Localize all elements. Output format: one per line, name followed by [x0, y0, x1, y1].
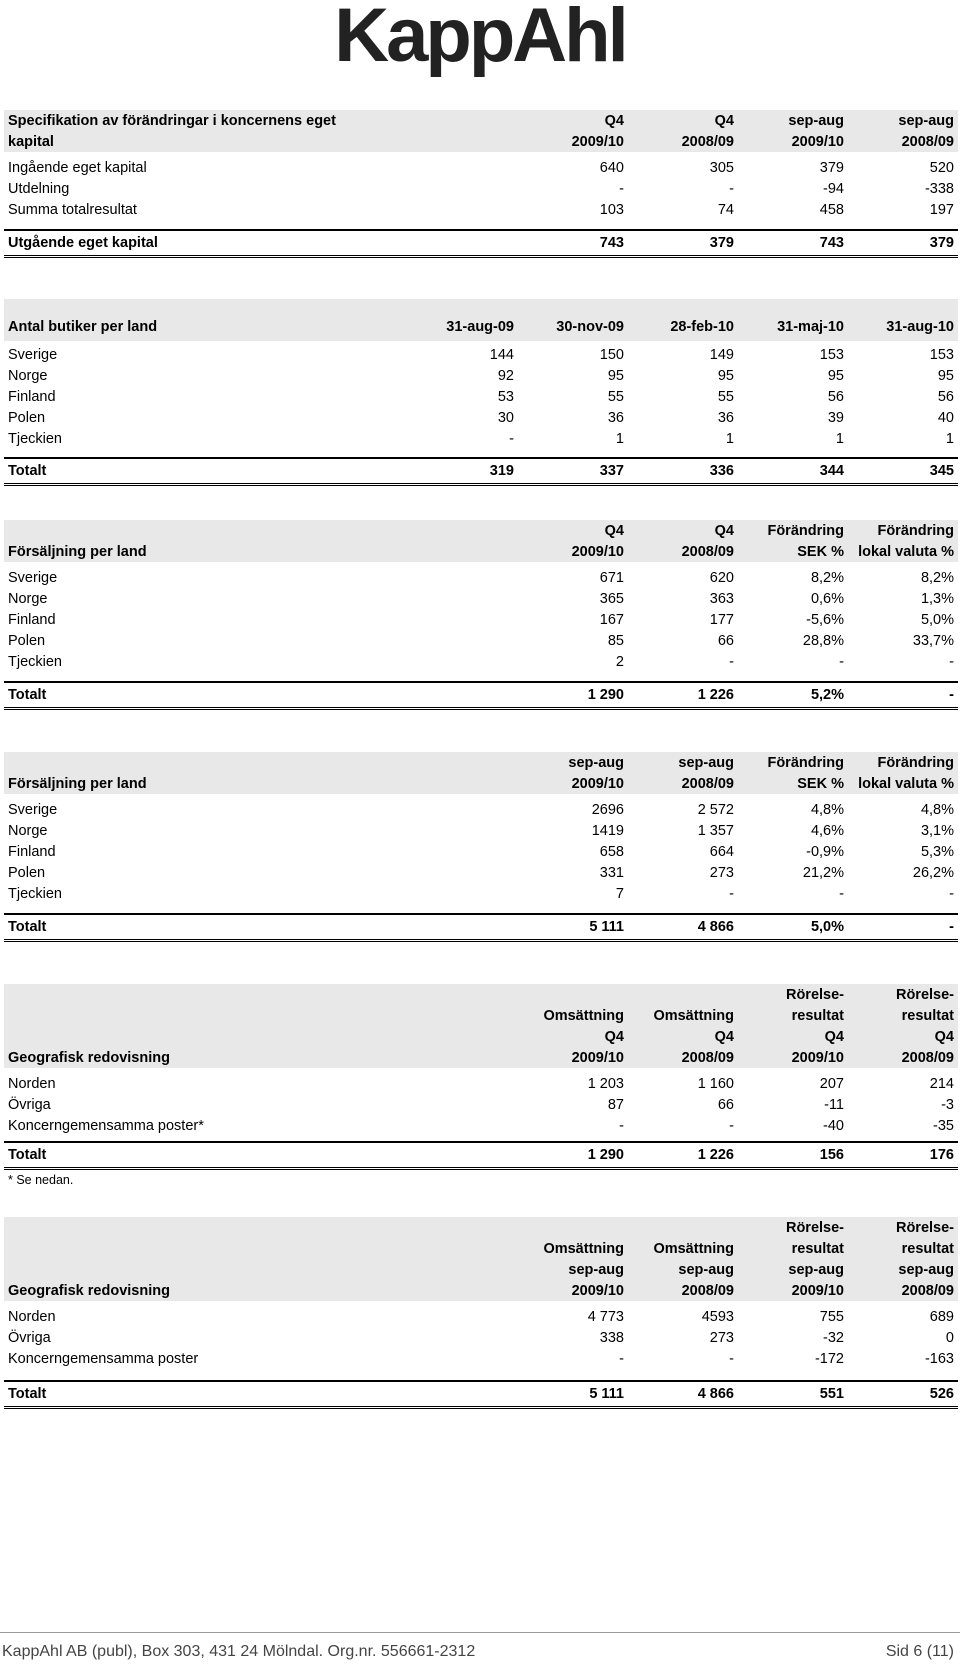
table-header: Rörelse- Rörelse- Omsättning Omsättning resultat resultat sep-aug sep-aug sep-aug sep-aug Geografisk redovisning 2009/10 2008/09 2009/10 2008/09 [4, 1217, 958, 1301]
table-header: Antal butiker per land 31-aug-09 30-nov-09 28-feb-10 31-maj-10 31-aug-10 [4, 299, 958, 341]
header-cell: 2008/09 [628, 131, 738, 152]
total-row: Totalt 1 290 1 226 5,2% - [4, 682, 958, 709]
total-row: Totalt 319 337 336 344 345 [4, 458, 958, 485]
table-row: Tjeckien - 1 1 1 1 [8, 431, 954, 447]
table-header [4, 110, 958, 152]
header-cell: Q4 [518, 110, 628, 131]
equity-changes-table [4, 110, 958, 258]
company-info: KappAhl AB (publ), Box 303, 431 24 Mölndal. Org.nr. 556661-2312 [2, 1643, 476, 1660]
table-header: Rörelse- Rörelse- Omsättning Omsättning resultat resultat Q4 Q4 Q4 Q4 Geografisk redovisning 2009/10 2008/09 2009/10 2008/09 [4, 984, 958, 1068]
stores-per-country-table [4, 299, 958, 486]
header-cell: 2009/10 [518, 131, 628, 152]
table-row: Tjeckien 7 - - - [8, 886, 954, 902]
page-number: Sid 6 (11) [885, 1643, 954, 1660]
header-cell: kapital [4, 131, 518, 152]
header-cell: Specifikation av förändringar i koncernens eget [4, 110, 518, 131]
table-row: Summa totalresultat 103 74 458 197 [8, 202, 954, 218]
footnote: * Se nedan. [4, 1169, 958, 1192]
table-row: Sverige 671 620 8,2% 8,2% [8, 570, 954, 586]
table-row: Sverige 144 150 149 153 153 [8, 347, 954, 363]
sales-ytd-table [4, 752, 958, 942]
table-row: Övriga 87 66 -11 -3 [8, 1097, 954, 1113]
table-row: Finland 167 177 -5,6% 5,0% [8, 612, 954, 628]
table-row: Övriga 338 273 -32 0 [8, 1330, 954, 1346]
table-row: Norge 92 95 95 95 95 [8, 368, 954, 384]
table-row: Koncerngemensamma poster* - - -40 -35 [8, 1118, 954, 1134]
table-row: Tjeckien 2 - - - [8, 654, 954, 670]
table-row: Finland 658 664 -0,9% 5,3% [8, 844, 954, 860]
total-row: Totalt 5 111 4 866 551 526 [4, 1381, 958, 1408]
table-row: Norge 1419 1 357 4,6% 3,1% [8, 823, 954, 839]
geo-q4-table [4, 984, 958, 1191]
table-header: sep-aug sep-aug Förändring Förändring Försäljning per land 2009/10 2008/09 SEK % lokal valuta % [4, 752, 958, 794]
total-row: Utgående eget kapital 743 379 743 379 [4, 230, 958, 257]
table-row: Norden 4 773 4593 755 689 [8, 1309, 954, 1325]
total-row: Totalt 1 290 1 226 156 176 [4, 1142, 958, 1169]
table-row: Norden 1 203 1 160 207 214 [8, 1076, 954, 1092]
table-row: Utdelning - - -94 -338 [8, 181, 954, 197]
table-row: Koncerngemensamma poster - - -172 -163 [8, 1351, 954, 1367]
header-cell: 2009/10 [738, 131, 848, 152]
table-row: Polen 30 36 36 39 40 [8, 410, 954, 426]
footer-divider [0, 1632, 960, 1633]
header-cell: sep-aug [738, 110, 848, 131]
sales-q4-table [4, 520, 958, 710]
table-header: Q4 Q4 Förändring Förändring Försäljning per land 2009/10 2008/09 SEK % lokal valuta % [4, 520, 958, 562]
table-row: Norge 365 363 0,6% 1,3% [8, 591, 954, 607]
header-cell: Q4 [628, 110, 738, 131]
header-cell: sep-aug [848, 110, 958, 131]
table-row: Polen 85 66 28,8% 33,7% [8, 633, 954, 649]
table-row: Sverige 2696 2 572 4,8% 4,8% [8, 802, 954, 818]
table-row: Polen 331 273 21,2% 26,2% [8, 865, 954, 881]
table-row: Ingående eget kapital 640 305 379 520 [8, 160, 954, 176]
table-row: Finland 53 55 55 56 56 [8, 389, 954, 405]
geo-ytd-table [4, 1217, 958, 1409]
total-row: Totalt 5 111 4 866 5,0% - [4, 914, 958, 941]
header-cell: 2008/09 [848, 131, 958, 152]
kappahl-logo: KappAhl [334, 0, 626, 78]
